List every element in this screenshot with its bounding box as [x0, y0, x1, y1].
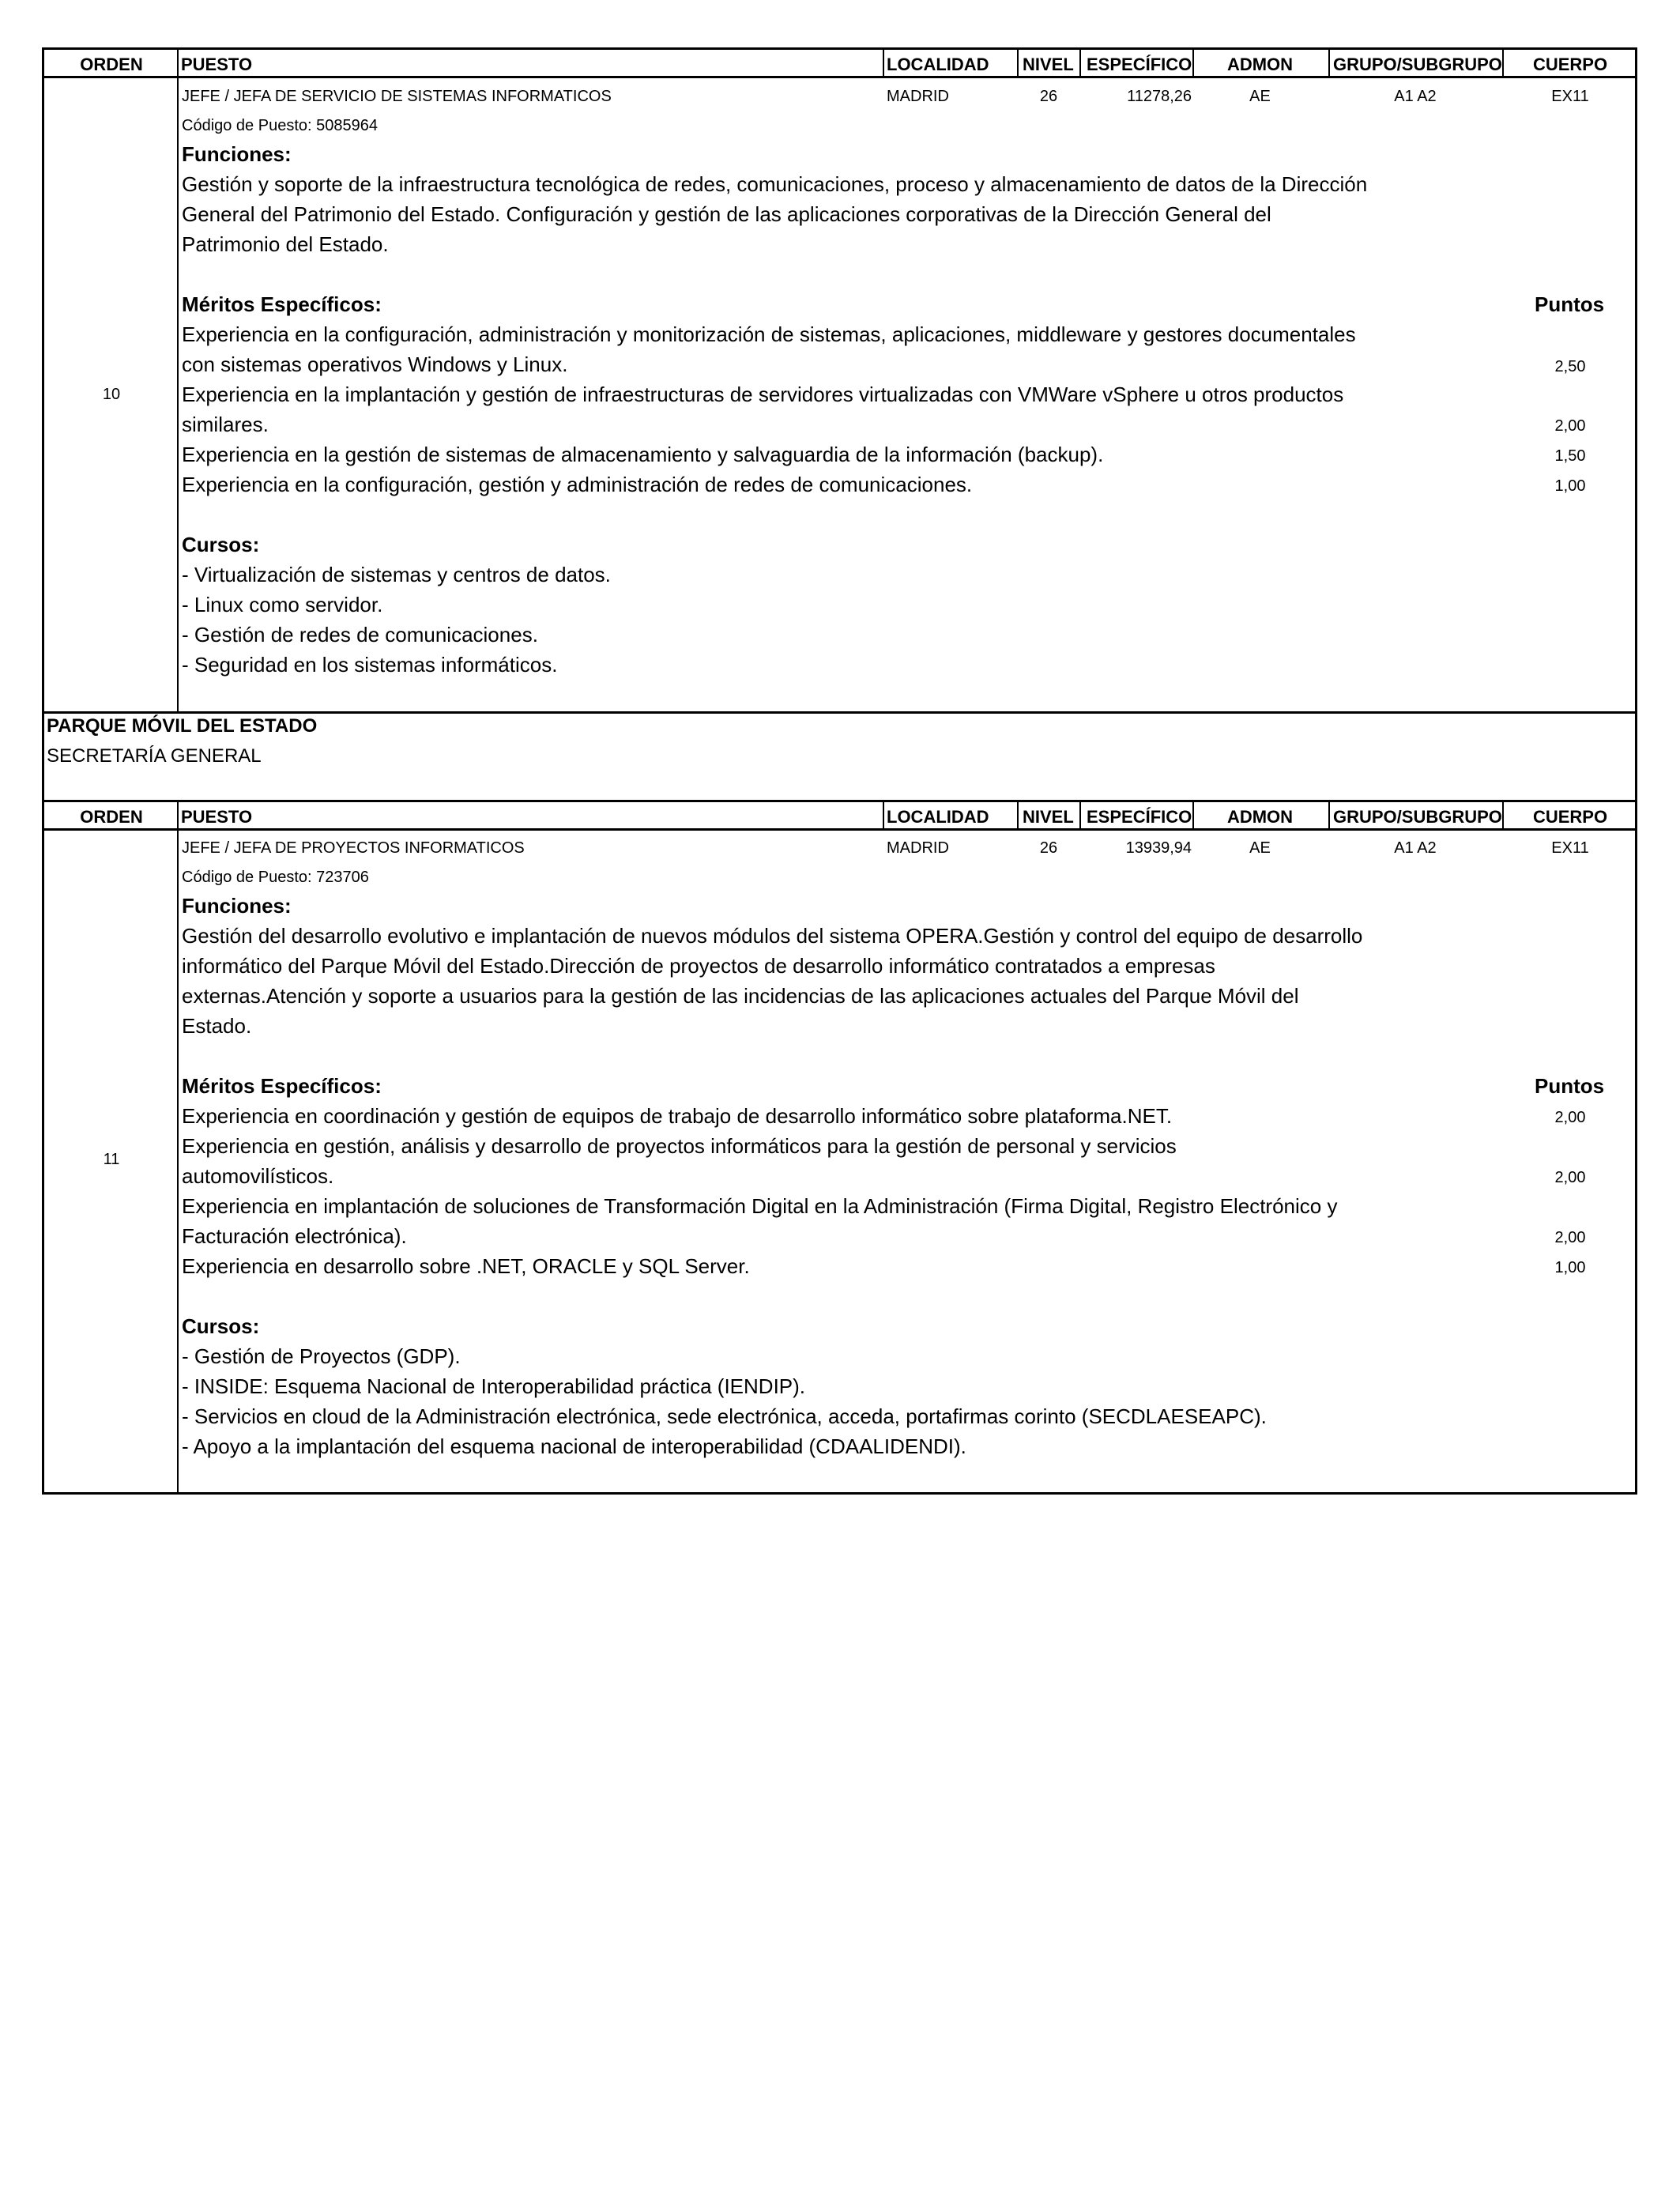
col-admon: ADMON [1226, 55, 1294, 74]
divider [1017, 800, 1019, 831]
divider [1502, 47, 1504, 78]
section-organism: PARQUE MÓVIL DEL ESTADO [47, 715, 318, 737]
col-especifico: ESPECÍFICO [1087, 807, 1192, 827]
funciones-label: Funciones: [182, 142, 292, 166]
col-localidad: LOCALIDAD [887, 55, 989, 74]
meritos-label: Méritos Específicos: [182, 292, 382, 316]
divider [1192, 800, 1194, 831]
orden-value: 10 [102, 386, 121, 403]
divider [1079, 47, 1081, 78]
especifico-value: 11278,26 [1127, 88, 1192, 105]
curso-line: - Apoyo a la implantación del esquema nacional de interoperabilidad (CDAALIDENDI). [182, 1434, 966, 1458]
section-left-border [42, 711, 44, 802]
puntos-value: 1,00 [1554, 1259, 1586, 1276]
col-nivel: NIVEL [1023, 807, 1074, 827]
col-localidad: LOCALIDAD [887, 807, 989, 827]
nivel-value: 26 [1039, 839, 1058, 857]
section-unit: SECRETARÍA GENERAL [47, 745, 262, 767]
funciones-line: Gestión del desarrollo evolutivo e implantación de nuevos módulos del sistema OPERA.Gestión y control del equipo de desarrollo [182, 924, 1363, 948]
divider [1017, 47, 1019, 78]
col-puesto: PUESTO [181, 807, 253, 827]
funciones-label: Funciones: [182, 894, 292, 918]
curso-line: - Gestión de redes de comunicaciones. [182, 623, 538, 647]
puntos-value: 1,50 [1554, 447, 1586, 465]
puntos-value: 2,00 [1554, 417, 1586, 435]
divider [1192, 47, 1194, 78]
cuerpo-value: EX11 [1551, 88, 1589, 105]
funciones-line: Patrimonio del Estado. [182, 232, 389, 256]
puesto-title: JEFE / JEFA DE PROYECTOS INFORMATICOS [182, 839, 525, 857]
cuerpo-value: EX11 [1551, 839, 1589, 857]
localidad-value: MADRID [887, 88, 949, 105]
puntos-value: 2,00 [1554, 1229, 1586, 1246]
merito-line: Experiencia en desarrollo sobre .NET, ORACLE y SQL Server. [182, 1254, 750, 1278]
cursos-label: Cursos: [182, 1314, 260, 1338]
col-cuerpo: CUERPO [1532, 807, 1608, 827]
section-right-border [1635, 711, 1637, 802]
divider [883, 800, 884, 831]
curso-line: - INSIDE: Esquema Nacional de Interoperabilidad práctica (IENDIP). [182, 1374, 806, 1398]
funciones-line: informático del Parque Móvil del Estado.Dirección de proyectos de desarrollo informático contratados a empresas [182, 954, 1215, 978]
codigo-puesto: Código de Puesto: 723706 [182, 869, 369, 886]
puntos-value: 2,50 [1554, 358, 1586, 375]
merito-line: Experiencia en la gestión de sistemas de almacenamiento y salvaguardia de la información (backup). [182, 443, 1104, 466]
merito-line: Experiencia en implantación de soluciones de Transformación Digital en la Administración (Firma Digital, Registro Electrónico y [182, 1194, 1338, 1218]
col-grupo: GRUPO/SUBGRUPO [1333, 807, 1502, 827]
divider [1502, 800, 1504, 831]
divider [177, 800, 179, 1495]
divider [883, 47, 884, 78]
merito-line: automovilísticos. [182, 1164, 334, 1188]
funciones-line: Gestión y soporte de la infraestructura tecnológica de redes, comunicaciones, proceso y almacenamiento de datos de la Dirección [182, 172, 1368, 196]
funciones-line: General del Patrimonio del Estado. Configuración y gestión de las aplicaciones corporativas de la Dirección General del [182, 202, 1271, 226]
merito-line: Experiencia en la configuración, administración y monitorización de sistemas, aplicaciones, middleware y gestores documentales [182, 322, 1356, 346]
merito-line: Experiencia en la configuración, gestión y administración de redes de comunicaciones. [182, 473, 973, 496]
puntos-label: Puntos [1535, 292, 1605, 316]
col-orden: ORDEN [80, 807, 143, 827]
nivel-value: 26 [1039, 88, 1058, 105]
meritos-label: Méritos Específicos: [182, 1074, 382, 1098]
grupo-value: A1 A2 [1394, 839, 1437, 857]
col-orden: ORDEN [80, 55, 143, 74]
col-grupo: GRUPO/SUBGRUPO [1333, 55, 1502, 74]
divider [177, 47, 179, 714]
merito-line: Experiencia en gestión, análisis y desarrollo de proyectos informáticos para la gestión de personal y servicios [182, 1134, 1177, 1158]
merito-line: Experiencia en la implantación y gestión de infraestructuras de servidores virtualizadas con VMWare vSphere u otros productos [182, 383, 1344, 406]
curso-line: - Virtualización de sistemas y centros de datos. [182, 563, 611, 586]
curso-line: - Linux como servidor. [182, 593, 383, 616]
admon-value: AE [1249, 88, 1271, 105]
divider [1328, 800, 1330, 831]
especifico-value: 13939,94 [1125, 839, 1192, 857]
merito-line: con sistemas operativos Windows y Linux. [182, 352, 568, 376]
curso-line: - Seguridad en los sistemas informáticos. [182, 653, 558, 677]
puntos-value: 2,00 [1554, 1169, 1586, 1186]
localidad-value: MADRID [887, 839, 949, 857]
puntos-label: Puntos [1535, 1074, 1605, 1098]
col-cuerpo: CUERPO [1532, 55, 1608, 74]
divider [1079, 800, 1081, 831]
curso-line: - Gestión de Proyectos (GDP). [182, 1344, 461, 1368]
codigo-puesto: Código de Puesto: 5085964 [182, 117, 378, 134]
puntos-value: 1,00 [1554, 477, 1586, 495]
divider [1328, 47, 1330, 78]
admon-value: AE [1249, 839, 1271, 857]
puesto-title: JEFE / JEFA DE SERVICIO DE SISTEMAS INFORMATICOS [182, 88, 612, 105]
funciones-line: externas.Atención y soporte a usuarios para la gestión de las incidencias de las aplicaciones actuales del Parque Móvil del [182, 984, 1299, 1008]
funciones-line: Estado. [182, 1014, 252, 1038]
grupo-value: A1 A2 [1394, 88, 1437, 105]
merito-line: Experiencia en coordinación y gestión de equipos de trabajo de desarrollo informático sobre plataforma.NET. [182, 1104, 1173, 1128]
puntos-value: 2,00 [1554, 1109, 1586, 1126]
col-nivel: NIVEL [1023, 55, 1074, 74]
cursos-label: Cursos: [182, 533, 260, 556]
col-puesto: PUESTO [181, 55, 253, 74]
curso-line: - Servicios en cloud de la Administración electrónica, sede electrónica, acceda, portafirmas corinto (SECDLAESEAPC). [182, 1404, 1267, 1428]
orden-value: 11 [103, 1151, 120, 1168]
col-admon: ADMON [1226, 807, 1294, 827]
merito-line: Facturación electrónica). [182, 1224, 407, 1248]
merito-line: similares. [182, 413, 269, 436]
col-especifico: ESPECÍFICO [1087, 55, 1192, 74]
